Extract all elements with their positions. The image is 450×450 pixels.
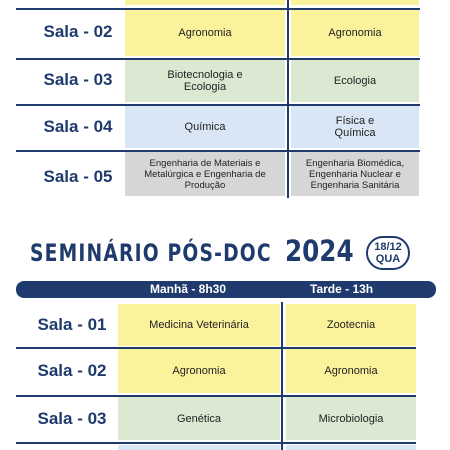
manha-cell: Genética <box>118 397 280 440</box>
row-divider <box>16 442 416 444</box>
header-manha: Manhã - 8h30 <box>150 282 227 296</box>
date-badge <box>366 236 410 270</box>
date-badge-day: 18/12 <box>374 241 402 253</box>
sala-label: Sala - 01 <box>37 315 107 334</box>
top-partial-cell-left <box>125 0 285 5</box>
manha-cell: Biotecnologia e Ecologia <box>125 60 285 102</box>
tarde-cell: Física e Química <box>291 106 419 148</box>
tarde-cell: Microbiologia <box>286 397 416 440</box>
tarde-cell: Engenharia Biomédica, Engenharia Nuclear e Engenharia Sanitária <box>291 152 419 196</box>
sala-label: Sala - 03 <box>37 409 107 428</box>
manha-cell: Agronomia <box>118 349 280 393</box>
tarde-cell: Agronomia <box>286 349 416 393</box>
sala-label: Sala - 02 <box>43 22 113 41</box>
manha-cell: Medicina Veterinária <box>118 304 280 346</box>
column-divider <box>287 0 289 198</box>
sala-label: Sala - 04 <box>43 117 113 136</box>
seminar-year: 2024 <box>285 234 354 268</box>
top-partial-cell-right <box>291 0 419 5</box>
manha-cell: Engenharia de Materiais e Metalúrgica e Engenharia de Produção <box>125 152 285 196</box>
tarde-cell: Zootecnia <box>286 304 416 346</box>
manha-cell: Agronomia <box>125 10 285 56</box>
tarde-cell: Ecologia <box>291 60 419 102</box>
header-tarde: Tarde - 13h <box>310 282 374 296</box>
date-badge-weekday: QUA <box>375 253 401 265</box>
manha-cell: Química <box>125 106 285 148</box>
seminar-title-text: SEMINÁRIO PÓS-DOC <box>30 239 272 267</box>
schedule-header <box>16 281 436 298</box>
sala-label: Sala - 05 <box>43 167 113 186</box>
column-divider <box>281 302 283 450</box>
partial-next-row-cell <box>118 445 280 450</box>
sala-label: Sala - 02 <box>37 361 107 380</box>
partial-next-row-cell <box>286 445 416 450</box>
sala-label: Sala - 03 <box>43 70 113 89</box>
tarde-cell: Agronomia <box>291 10 419 56</box>
